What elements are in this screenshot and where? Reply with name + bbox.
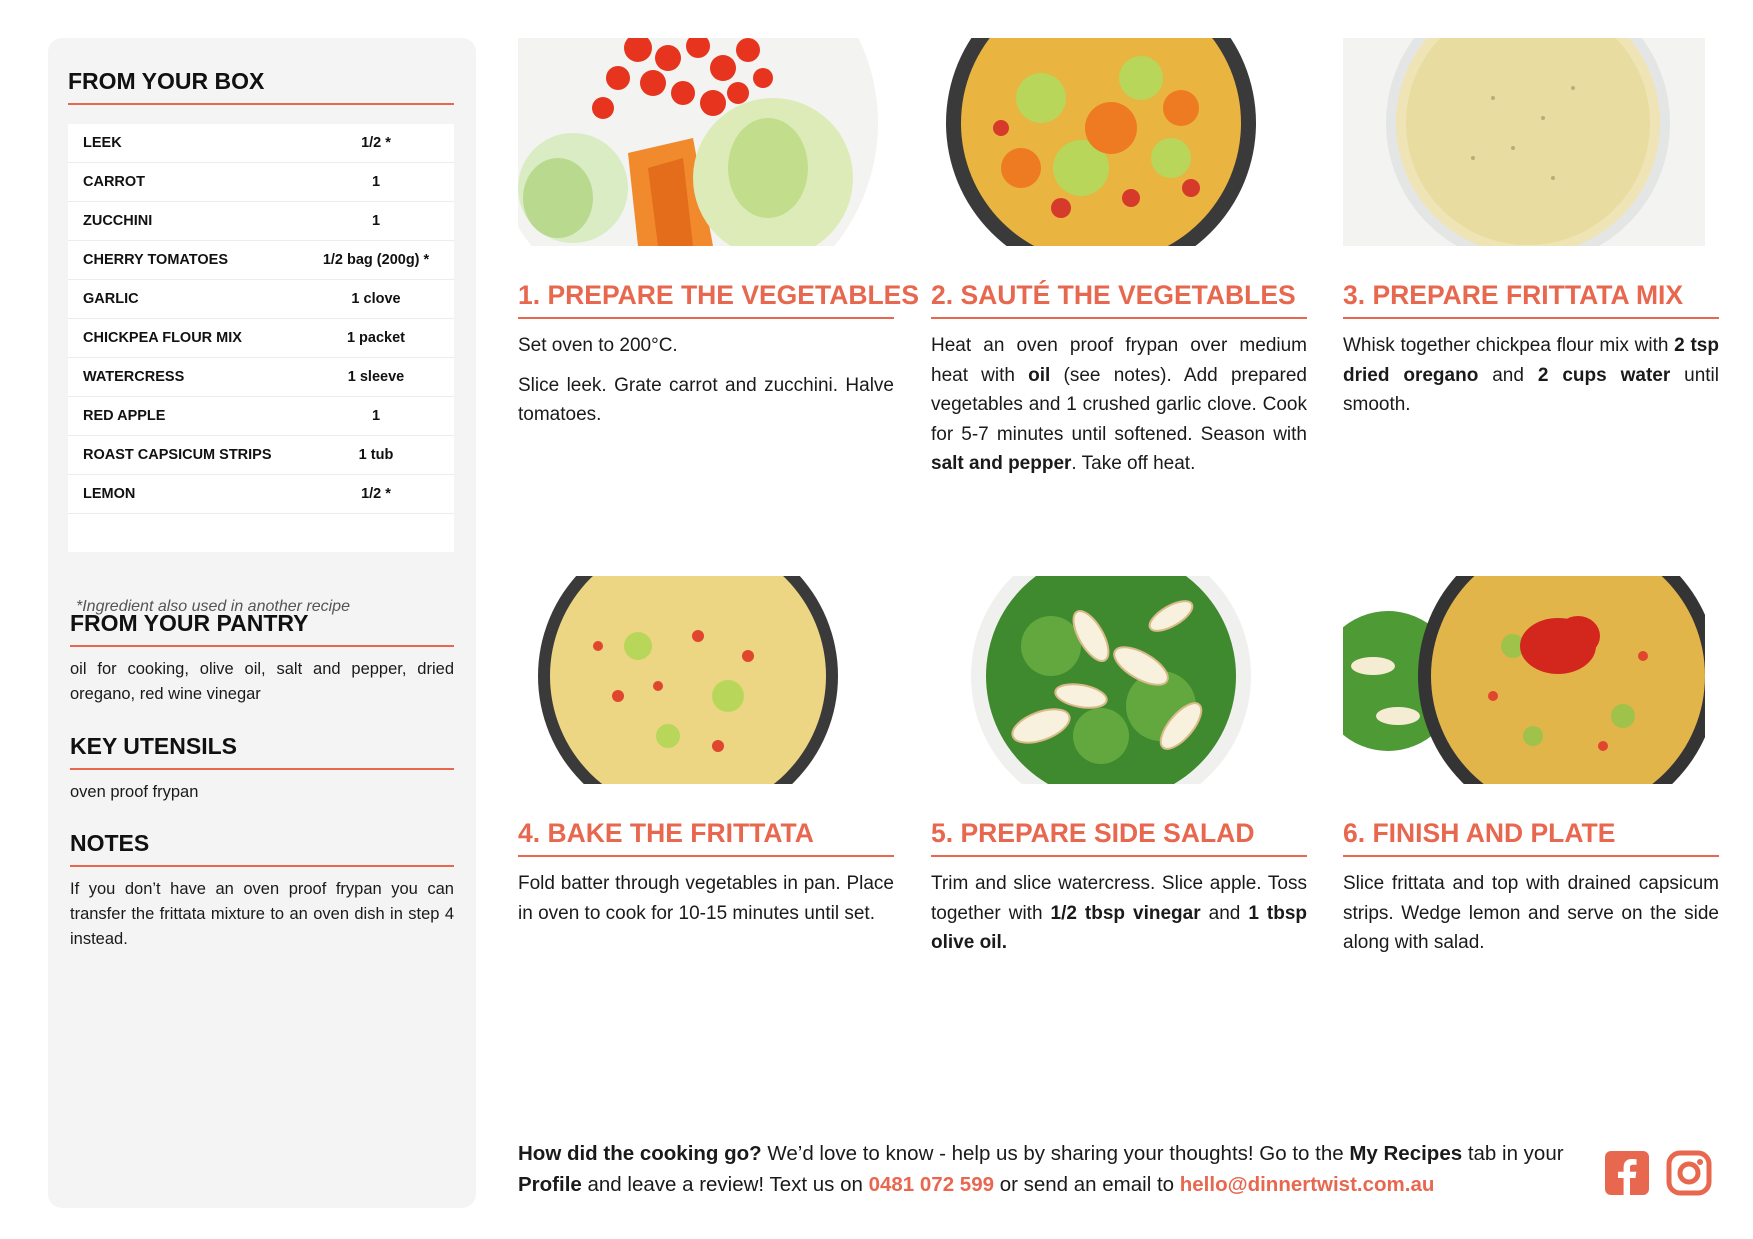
step-3-text-part: until smooth. [1343,364,1720,415]
step-6-text: Slice frittata and top with drained capsicum strips. Wedge lemon and serve on the side along with salad. [1343,873,1719,953]
step-2-title: 2. SAUTÉ THE VEGETABLES [931,280,1307,319]
step-3-text-part: Whisk together chickpea flour mix with [1343,335,1675,356]
step-1-photo [518,38,880,246]
step-2 [931,38,1307,479]
step-2-photo [931,38,1293,246]
step-1-text-line: Slice leek. Grate carrot and zucchini. Halve tomatoes. [518,374,894,425]
step-1-title: 1. PREPARE THE VEGETABLES [518,280,894,319]
ingredient-row [68,475,454,514]
ingredient-row-empty [68,514,454,552]
step-5-text-bold: 1/2 tbsp vinegar [1050,902,1201,924]
ingredients-sidebar [48,38,476,1208]
step-4-photo [518,576,880,784]
ingredient-row [68,280,454,319]
ingredient-row [68,397,454,436]
profile-label: Profile [518,1173,582,1196]
ingredient-name: GARLIC [83,291,139,307]
my-recipes-label: My Recipes [1349,1142,1463,1165]
footer-text: or send an email to [994,1173,1180,1196]
step-3-title: 3. PREPARE FRITTATA MIX [1343,280,1719,319]
step-5-text-part: Trim and slice watercress. Slice apple. Toss together with [931,873,1307,924]
ingredient-name: LEMON [83,486,136,502]
ingredient-qty: 1 packet [346,330,406,346]
ingredient-qty: 1 [371,174,381,190]
feedback-question: How did the cooking go? [518,1142,762,1165]
instagram-icon[interactable] [1666,1150,1712,1196]
step-2-text-part: Heat an oven proof frypan over medium heat with [931,335,1307,386]
ingredient-qty: 1 sleeve [347,369,405,385]
ingredient-row [68,163,454,202]
ingredient-name: CHERRY TOMATOES [83,252,229,268]
step-1 [518,38,920,440]
ingredient-name: CHICKPEA FLOUR MIX [83,330,242,346]
step-2-text-bold: oil [1028,364,1051,386]
ingredient-row [68,319,454,358]
facebook-icon[interactable] [1604,1150,1650,1196]
ingredient-name: WATERCRESS [83,369,185,385]
step-3-text-part: and [1478,364,1538,386]
ingredient-qty: 1/2 * [361,135,391,151]
ingredient-row [68,358,454,397]
ingredient-qty: 1 [371,213,381,229]
step-2-text-bold: salt and pepper [931,453,1072,474]
ingredient-name: CARROT [83,174,146,190]
footer-text: We’d love to know - help us by sharing your thoughts! Go to the [761,1142,1350,1165]
ingredient-name: LEEK [83,135,122,151]
ingredient-row [68,124,454,163]
phone-link[interactable]: 0481 072 599 [868,1173,994,1196]
step-6-photo [1343,576,1705,784]
step-4-title: 4. BAKE THE FRITTATA [518,818,894,857]
step-5-title: 5. PREPARE SIDE SALAD [931,818,1307,857]
ingredient-qty: 1 tub [358,447,394,463]
step-2-text [931,331,1307,479]
step-1-text-line: Set oven to 200°C. [518,335,678,356]
step-6 [1343,576,1719,958]
ingredient-qty: 1 clove [351,291,401,307]
step-2-text-part: . Take off heat. [1071,453,1196,474]
feedback-footer [518,1138,1578,1200]
ingredient-name: ROAST CAPSICUM STRIPS [83,447,272,463]
step-4-text: Fold batter through vegetables in pan. Place in oven to cook for 10-15 minutes until set. [518,873,894,924]
step-2-text-part: (see notes). Add prepared vegetables and 1 crushed garlic clove. Cook for 5-7 minutes until softened. Season with [931,364,1307,445]
step-5-text [931,869,1307,958]
step-3-text-bold: 2 cups water [1537,364,1671,386]
pantry-title: FROM YOUR PANTRY [70,610,454,647]
step-6-title: 6. FINISH AND PLATE [1343,818,1719,857]
ingredient-footnote: *Ingredient also used in another recipe [76,598,350,615]
ingredient-row [68,436,454,475]
step-5-photo [931,576,1293,784]
step-3 [1343,38,1719,420]
ingredient-qty: 1/2 * [361,486,391,502]
step-1-text [518,331,894,430]
step-3-text [1343,331,1719,420]
ingredient-name: ZUCCHINI [83,213,153,229]
step-5-text-bold: 1 tbsp olive oil. [931,902,1307,953]
pantry-section [70,610,454,707]
footer-text: tab in your [1462,1142,1564,1165]
ingredient-qty: 1 [371,408,381,424]
step-5-text-part: and [1200,902,1249,924]
ingredient-qty: 1/2 bag (200g) * [322,252,430,268]
step-5 [931,576,1307,958]
notes-section [70,830,454,952]
step-3-text-bold: 2 tsp dried oregano [1343,335,1719,386]
ingredients-table [68,124,454,552]
box-title: FROM YOUR BOX [68,68,454,105]
ingredient-row [68,241,454,280]
step-3-photo [1343,38,1705,246]
utensils-section [70,733,454,805]
ingredient-row [68,202,454,241]
utensils-text: oven proof frypan [70,783,199,801]
ingredient-name: RED APPLE [83,408,166,424]
footer-text: and leave a review! Text us on [581,1173,869,1196]
email-link[interactable]: hello@dinnertwist.com.au [1179,1173,1435,1196]
notes-text: If you don’t have an oven proof frypan you can transfer the frittata mixture to an oven dish in step 4 instead. [70,880,454,948]
step-4 [518,576,894,928]
utensils-title: KEY UTENSILS [70,733,454,770]
pantry-text: oil for cooking, olive oil, salt and pepper, dried oregano, red wine vinegar [70,660,454,703]
notes-title: NOTES [70,830,454,867]
